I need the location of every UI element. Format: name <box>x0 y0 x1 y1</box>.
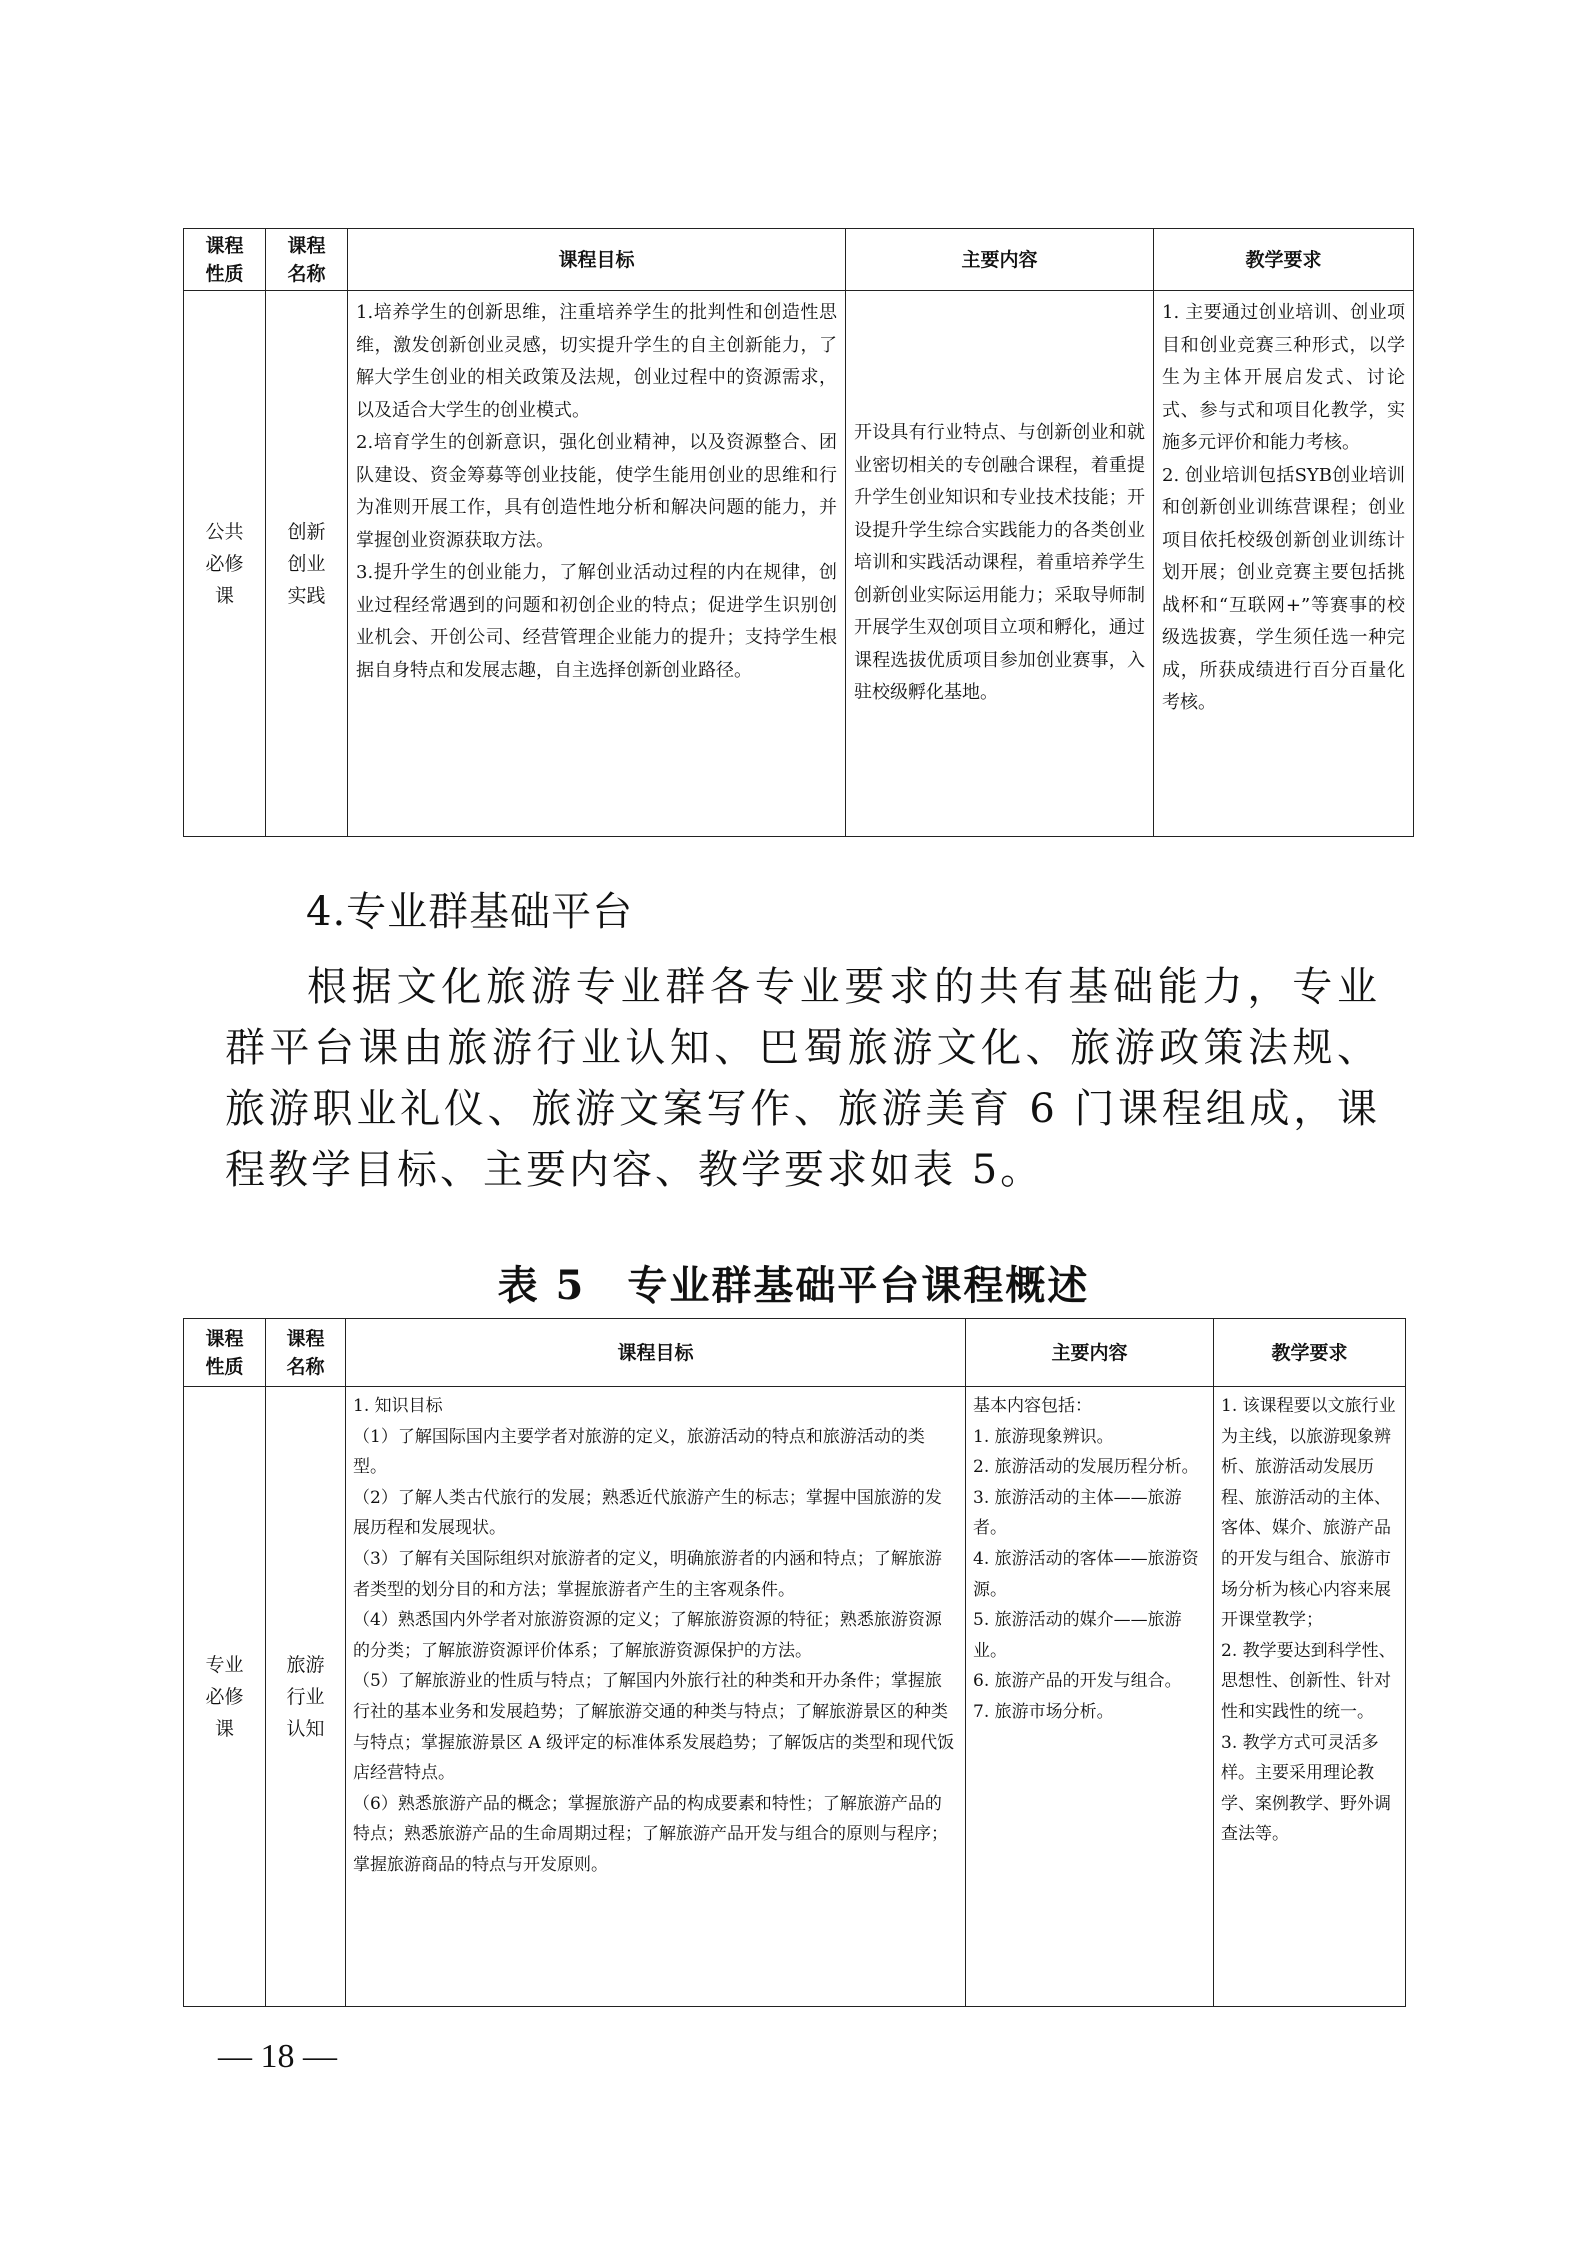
requirement-item: 2. 创业培训包括SYB创业培训和创新创业训练营课程；创业项目依托校级创新创业训练计划开展；创业竞赛主要包括挑战杯和“互联网+”等赛事的校级选拔赛，学生须任选一种完成，所获成绩进行百分百量化考核。 <box>1162 464 1405 713</box>
content-item: 1. 旅游现象辨识。 <box>973 1426 1114 1447</box>
goal-item: （2）了解人类古代旅行的发展；熟悉近代旅游产生的标志；掌握中国旅游的发展历程和发展现状。 <box>353 1487 942 1539</box>
header-course-name: 课程 名称 <box>266 1319 346 1387</box>
content-item: 6. 旅游产品的开发与组合。 <box>973 1671 1182 1692</box>
course-name: 旅游 行业 认知 <box>266 1387 346 2007</box>
course-name: 创新 创业 实践 <box>266 291 348 837</box>
header-course-goals: 课程目标 <box>348 229 846 291</box>
content-item: 2. 旅游活动的发展历程分析。 <box>973 1457 1199 1478</box>
header-teaching-requirements: 教学要求 <box>1214 1319 1406 1387</box>
goal-item: （4）熟悉国内外学者对旅游资源的定义；了解旅游资源的特征；熟悉旅游资源的分类；了解旅游资源评价体系；了解旅游资源保护的方法。 <box>353 1610 942 1661</box>
main-content <box>846 291 1154 837</box>
table-row <box>184 1387 1406 2007</box>
course-goals <box>346 1387 966 2007</box>
goal-item: （3）了解有关国际组织对旅游者的定义，明确旅游者的内涵和特点；了解旅游者类型的划分目的和方法；掌握旅游者产生的主客观条件。 <box>353 1548 942 1600</box>
teaching-requirements <box>1214 1387 1406 2007</box>
header-course-nature: 课程 性质 <box>184 1319 266 1387</box>
table-header-row <box>184 1319 1406 1387</box>
header-course-name: 课程 名称 <box>266 229 348 291</box>
main-content <box>966 1387 1214 2007</box>
course-table-2 <box>183 1318 1406 2007</box>
content-item: 5. 旅游活动的媒介——旅游业。 <box>973 1610 1182 1661</box>
goal-item: 3.提升学生的创业能力，了解创业活动过程的内在规律，创业过程经常遇到的问题和初创企业的特点；促进学生识别创业机会、开创公司、经营管理企业能力的提升；支持学生根据自身特点和发展志趣，自主选择创新创业路径。 <box>356 562 837 681</box>
course-nature: 专业 必修 课 <box>184 1387 266 2007</box>
table-caption: 表 5 专业群基础平台课程概述 <box>497 1262 1090 1309</box>
header-course-goals: 课程目标 <box>346 1319 966 1387</box>
body-paragraph: 根据文化旅游专业群各专业要求的共有基础能力，专业群平台课由旅游行业认知、巴蜀旅游文化、旅游政策法规、旅游职业礼仪、旅游文案写作、旅游美育 6 门课程组成，课程教学目标、主要内容、教学要求如表 5。 <box>225 964 1380 1193</box>
goal-item: 1.培养学生的创新思维，注重培养学生的批判性和创造性思维，激发创新创业灵感，切实提升学生的自主创新能力，了解大学生创业的相关政策及法规，创业过程中的资源需求，以及适合大学生的创业模式。 <box>356 302 837 421</box>
course-table-1 <box>183 228 1414 837</box>
content-text: 开设具有行业特点、与创新创业和就业密切相关的专创融合课程，着重提升学生创业知识和专业技术技能；开设提升学生综合实践能力的各类创业培训和实践活动课程，着重培养学生创新创业实际运用能力；采取导师制开展学生双创项目立项和孵化，通过课程选拔优质项目参加创业赛事，入驻校级孵化基地。 <box>854 422 1145 704</box>
content-item: 3. 旅游活动的主体——旅游者。 <box>973 1487 1182 1539</box>
requirement-item: 1. 主要通过创业培训、创业项目和创业竞赛三种形式，以学生为主体开展启发式、讨论式、参与式和项目化教学，实施多元评价和能力考核。 <box>1162 302 1405 453</box>
section-heading: 4.专业群基础平台 <box>306 889 634 935</box>
requirement-item: 2. 教学要达到科学性、思想性、创新性、针对性和实践性的统一。 <box>1221 1640 1396 1722</box>
requirement-item: 3. 教学方式可灵活多样。主要采用理论教学、案例教学、野外调查法等。 <box>1221 1732 1391 1845</box>
goal-item: 1. 知识目标 <box>353 1396 443 1416</box>
goal-item: 2.培育学生的创新意识，强化创业精神，以及资源整合、团队建设、资金筹募等创业技能，使学生能用创业的思维和行为准则开展工作，具有创造性地分析和解决问题的能力，并掌握创业资源获取方法。 <box>356 432 837 551</box>
goal-item: （5）了解旅游业的性质与特点；了解国内外旅行社的种类和开办条件；掌握旅行社的基本业务和发展趋势；了解旅游交通的种类与特点；了解旅游景区的种类与特点；掌握旅游景区 A 级评定的标准体系发展趋势；了解饭店的类型和现代饭店经营特点。 <box>353 1671 955 1784</box>
header-course-nature: 课程 性质 <box>184 229 266 291</box>
teaching-requirements <box>1154 291 1414 837</box>
goal-item: （6）熟悉旅游产品的概念；掌握旅游产品的构成要素和特性；了解旅游产品的特点；熟悉旅游产品的生命周期过程；了解旅游产品开发与组合的原则与程序；掌握旅游商品的特点与开发原则。 <box>353 1793 948 1875</box>
content-item: 7. 旅游市场分析。 <box>973 1701 1114 1722</box>
header-main-content: 主要内容 <box>846 229 1154 291</box>
content-item: 基本内容包括： <box>973 1396 1092 1416</box>
header-main-content: 主要内容 <box>966 1319 1214 1387</box>
goal-item: （1）了解国际国内主要学者对旅游的定义，旅游活动的特点和旅游活动的类型。 <box>353 1426 925 1478</box>
content-item: 4. 旅游活动的客体——旅游资源。 <box>973 1548 1199 1600</box>
table-header-row <box>184 229 1414 291</box>
course-goals <box>348 291 846 837</box>
table-row <box>184 291 1414 837</box>
page-number: — 18 — <box>218 2038 337 2075</box>
requirement-item: 1. 该课程要以文旅行业为主线，以旅游现象辨析、旅游活动发展历程、旅游活动的主体、客体、媒介、旅游产品的开发与组合、旅游市场分析为核心内容来展开课堂教学； <box>1221 1396 1396 1631</box>
course-nature: 公共 必修 课 <box>184 291 266 837</box>
header-teaching-requirements: 教学要求 <box>1154 229 1414 291</box>
